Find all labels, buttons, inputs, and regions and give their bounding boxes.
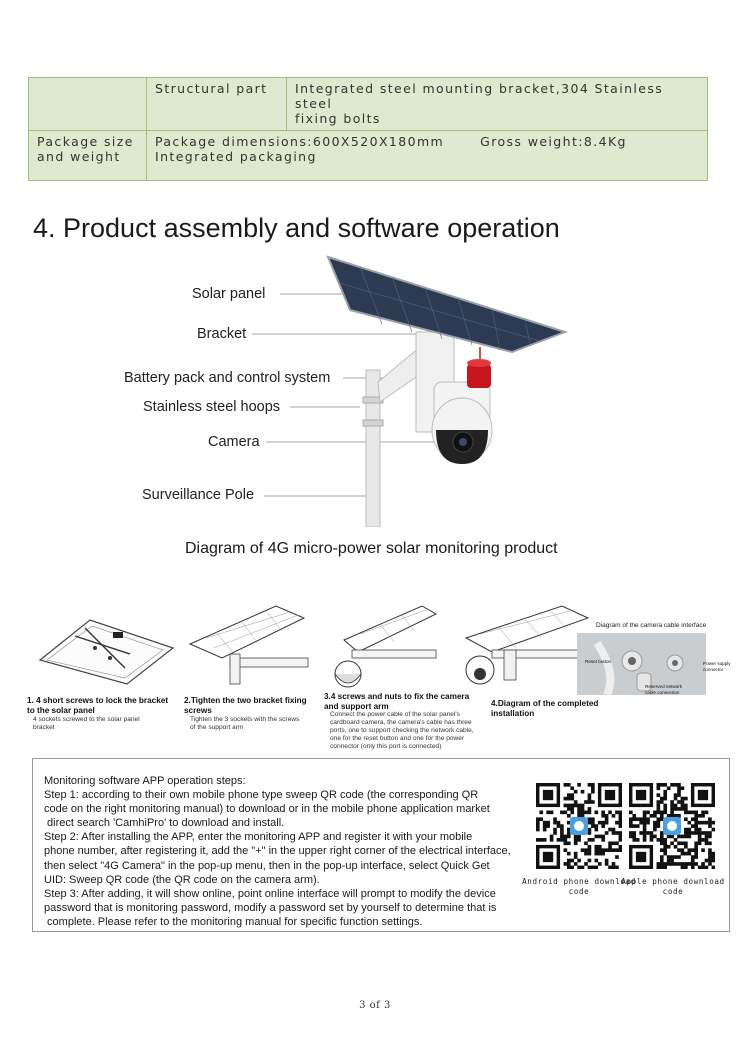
apple-qr-code[interactable] (629, 783, 715, 869)
step-1-illustration (35, 608, 175, 686)
desc-line: Tighten the 3 sockets with the screws (190, 716, 300, 723)
label-solar-panel: Solar panel (192, 286, 266, 302)
page-number: 3 of 3 (359, 1000, 391, 1011)
title-line: 1. 4 short screws to lock the bracket (27, 696, 169, 705)
step-3-desc (330, 711, 474, 751)
step-2-title (184, 696, 307, 715)
spec-table (28, 77, 708, 181)
table-cell-empty (29, 78, 147, 131)
app-line: complete. Please refer to the monitoring manual for specific function settings. (44, 915, 423, 928)
app-line: Monitoring software APP operation steps: (44, 775, 246, 787)
title-line: installation (491, 708, 535, 718)
desc-line: bracket (33, 724, 55, 731)
label-line: and weight (37, 149, 121, 164)
step-4-title (491, 699, 598, 718)
step-1-title (27, 696, 168, 715)
table-row (29, 78, 708, 131)
app-line: direct search 'CamhiPro' to download and install. (44, 817, 285, 830)
network-label-1: Reserved network (645, 684, 683, 689)
caption-line: code (568, 887, 590, 896)
product-illustration (120, 252, 590, 527)
reset-label: Reset button (585, 659, 612, 664)
package-dimensions: Package dimensions:600X520X180mm (155, 134, 445, 149)
table-cell-value (287, 78, 708, 131)
title-line: and support arm (324, 701, 389, 711)
step-4-illustration (462, 604, 590, 694)
product-diagram (120, 252, 590, 527)
desc-line: Connect the power cable of the solar panel's (330, 711, 460, 718)
table-cell-label (29, 131, 147, 181)
table-row (29, 131, 708, 181)
step-3-title (324, 692, 469, 711)
app-line: UID: Sweep QR code (the QR code on the camera arm). (44, 873, 320, 886)
app-line: then select "4G Camera" in the pop-up menu, then in the pop-up interface, select Quick Get (44, 859, 490, 872)
app-instructions-text (44, 774, 524, 929)
desc-line: of the support arm (190, 724, 244, 731)
step-2-desc (190, 716, 299, 732)
value-line: fixing bolts (295, 111, 381, 126)
title-line: 4.Diagram of the completed (491, 699, 599, 708)
step-3-illustration (330, 604, 438, 692)
caption-line: Apple phone download (621, 877, 725, 886)
diagram-caption: Diagram of 4G micro-power solar monitoring product (185, 540, 558, 557)
desc-line: connector (only this port is connected) (330, 743, 442, 750)
value-line: Integrated steel mounting bracket,304 Stainless steel (295, 81, 664, 111)
title-line: to the solar panel (27, 705, 95, 715)
app-instructions-box (32, 758, 730, 932)
table-cell-value (147, 131, 708, 181)
app-line: password that is monitoring password, modify a password set by yourself to determine that is (44, 901, 497, 914)
desc-line: ports, one to support checking the network cable, (330, 727, 474, 734)
desc-line: 4 sockets screwed to the solar panel (33, 716, 140, 723)
caption-line: Android phone download (522, 877, 636, 886)
step-1-desc (33, 716, 140, 732)
section-title: 4. Product assembly and software operation (33, 213, 560, 243)
app-line: Step 2: After installing the APP, enter the monitoring APP and register it with your mobile (44, 831, 473, 844)
label-bracket: Bracket (197, 326, 247, 342)
label-camera: Camera (208, 434, 260, 450)
label-line: Package size (37, 134, 134, 149)
table-cell-item: Structural part (147, 78, 287, 131)
label-battery: Battery pack and control system (124, 370, 331, 386)
label-hoops: Stainless steel hoops (143, 399, 281, 415)
app-line: Step 1: according to their own mobile phone type sweep QR code (the corresponding QR (44, 789, 479, 802)
desc-line: cardboard camera, the camera's cable has three (330, 719, 472, 726)
desc-line: one for the reset button and one for the power (330, 735, 465, 742)
title-line: screws (184, 705, 212, 715)
step-2-illustration (186, 604, 311, 690)
app-line: Step 3: After adding, it will show online, point online interface will prompt to modify the device (44, 887, 496, 900)
app-line: phone number, after registering it, add the "+" in the upper right corner of the electrical interface, (44, 845, 511, 858)
cable-interface-title: Diagram of the camera cable interface (596, 622, 707, 629)
label-pole: Surveillance Pole (142, 487, 255, 503)
packaging: Integrated packaging (155, 149, 317, 164)
apple-qr-caption (603, 877, 743, 897)
title-line: 2.Tighten the two bracket fixing (184, 696, 307, 705)
android-qr-code[interactable] (536, 783, 622, 869)
app-line: code on the right monitoring manual) to download or in the mobile phone application market (44, 803, 490, 816)
network-label-2: cable connection (645, 690, 680, 695)
power-label-2: connector (703, 667, 724, 672)
power-label-1: Power supply (703, 661, 731, 666)
title-line: 3.4 screws and nuts to fix the camera (324, 692, 470, 701)
gross-weight: Gross weight:8.4Kg (480, 134, 627, 149)
caption-line: code (662, 887, 684, 896)
